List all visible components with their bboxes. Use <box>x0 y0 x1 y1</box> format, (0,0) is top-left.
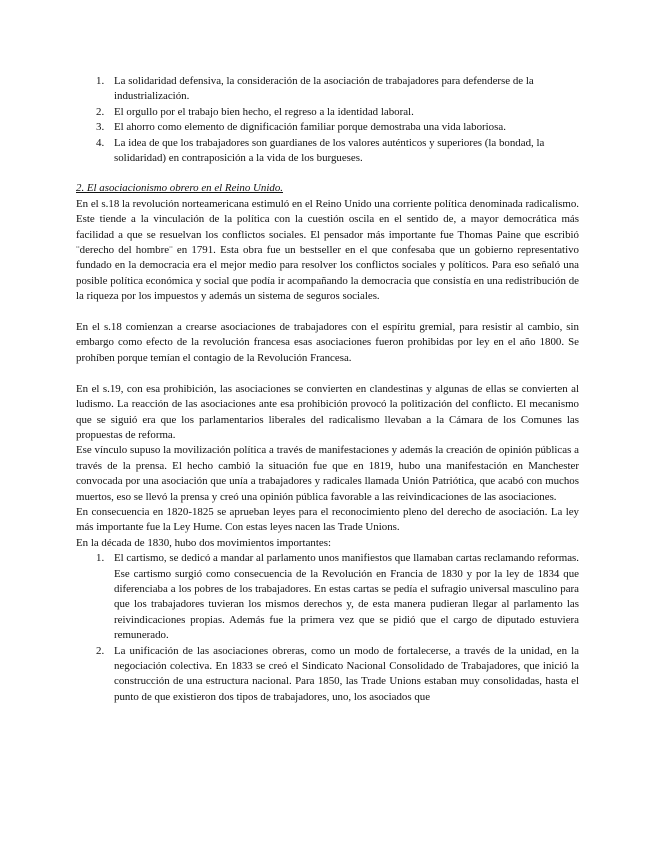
paragraph-decada-1830: En la década de 1830, hubo dos movimientos importantes: <box>76 536 331 549</box>
list-item-text: La solidaridad defensiva, la consideración de la asociación de trabajadores para defenderse de la industrialización. <box>114 75 534 103</box>
list-item-text: El ahorro como elemento de dignificación familiar porque demostraba una vida laboriosa. <box>114 121 506 134</box>
paragraph-leyes: En consecuencia en 1820-1825 se aprueban leyes para el reconocimiento pleno del derecho de asociación. La ley más importante fue la Ley Hume. Con estas leyes nacen las Trade Unions. <box>76 505 579 534</box>
paragraph-gap <box>76 366 579 381</box>
list-item <box>76 551 579 643</box>
values-list <box>76 74 579 166</box>
list-number: 1. <box>96 552 105 565</box>
list-item <box>76 120 579 135</box>
paragraph-gap <box>76 305 579 320</box>
list-number: 4. <box>96 136 105 149</box>
list-number: 2. <box>96 644 105 657</box>
paragraph-radicalismo: En el s.18 la revolución norteamericana estimuló en el Reino Unido una corriente política denominada radicalismo. Este tiende a la vinculación de la política con la cuestión oscila en el sentido de, a mayor democrática más facilidad a que se resuelvan los conflictos sociales. El pensador más importante fue Thomas Paine que escribió ¨derecho del hombre¨ en 1791. Esta obra fue un bestseller en el que confesaba que un gobierno representativo fundado en la democracia era el mejor medio para resolver los conflictos sociales y políticos. Para eso señaló una posible política económica y social que podía ir acompañando la democracia que consistía en una redistribución de la riqueza por los impuestos y además un sistema de seguros sociales. <box>76 197 579 303</box>
list-item-text: El cartismo, se dedicó a mandar al parlamento unos manifiestos que llamaban cartas reclamando reformas. Ese cartismo surgió como consecuencia de la Revolución en Francia de 1830 y por la ley de 1834 que diferenciaba a los pobres de los trabajadores. En estas cartas se pedía el sufragio universal masculino para que los trabajadores tuvieran los mismos derechos y, de esta manera pudieran llegar al parlamento las reivindicaciones propias. Además fue la primera vez que se pidió que el cargo de diputado estuviera remunerado. <box>114 552 579 642</box>
list-number: 2. <box>96 105 105 118</box>
list-item-text: La idea de que los trabajadores son guardianes de los valores auténticos y superiores (la bondad, la solidaridad) en contraposición a la vida de los burgueses. <box>114 136 545 165</box>
list-item-text: La unificación de las asociaciones obreras, como un modo de fortalecerse, a través de la unidad, en la negociación colectiva. En 1833 se creó el Sindicato Nacional Consolidado de Trabajadores, que inició la construcción de una estructura nacional. Para 1850, las Trade Unions estaban muy consolidadas, hasta el punto de que existieron dos tipos de trabajadores, uno, los asociados que <box>114 644 579 703</box>
list-number: 1. <box>96 75 105 87</box>
list-number: 3. <box>96 121 105 134</box>
section-heading: 2. El asociacionismo obrero en el Reino Unido. <box>76 182 283 195</box>
movements-list <box>76 551 579 705</box>
list-item <box>76 105 579 120</box>
paragraph-movilizacion: Ese vínculo supuso la movilización política a través de manifestaciones y además la creación de opinión públicas a través de la prensa. El hecho cambió la situación fue que en 1819, hubo una manifestación en Manchester convocada por una asociación que unía a trabajadores y radicales llamada Unión Patriótica, que acabó con muchos muertos, eso se llevó la prensa y creó una opinión pública favorable a las reivindicaciones de las asociaciones. <box>76 444 579 503</box>
paragraph-asociaciones-s18: En el s.18 comienzan a crearse asociaciones de trabajadores con el espíritu gremial, para resistir al cambio, sin embargo como efecto de la revolución francesa esas asociaciones fueron prohibidas por ley en el año 1800. Se prohíben porque temían el contagio de la Revolución Francesa. <box>76 321 579 364</box>
list-item <box>76 74 579 105</box>
list-item <box>76 136 579 167</box>
list-item <box>76 644 579 706</box>
paragraph-clandestinas: En el s.19, con esa prohibición, las asociaciones se convierten en clandestinas y algunas de ellas se convierten al ludismo. La reacción de las asociaciones ante esa prohibición provocó la politización del conflicto. El mecanismo que se siguió era que los parlamentarios liberales del radicalismo llevaban a la Cámara de los Comunes las propuestas de reforma. <box>76 382 579 441</box>
list-item-text: El orgullo por el trabajo bien hecho, el regreso a la identidad laboral. <box>114 105 414 118</box>
